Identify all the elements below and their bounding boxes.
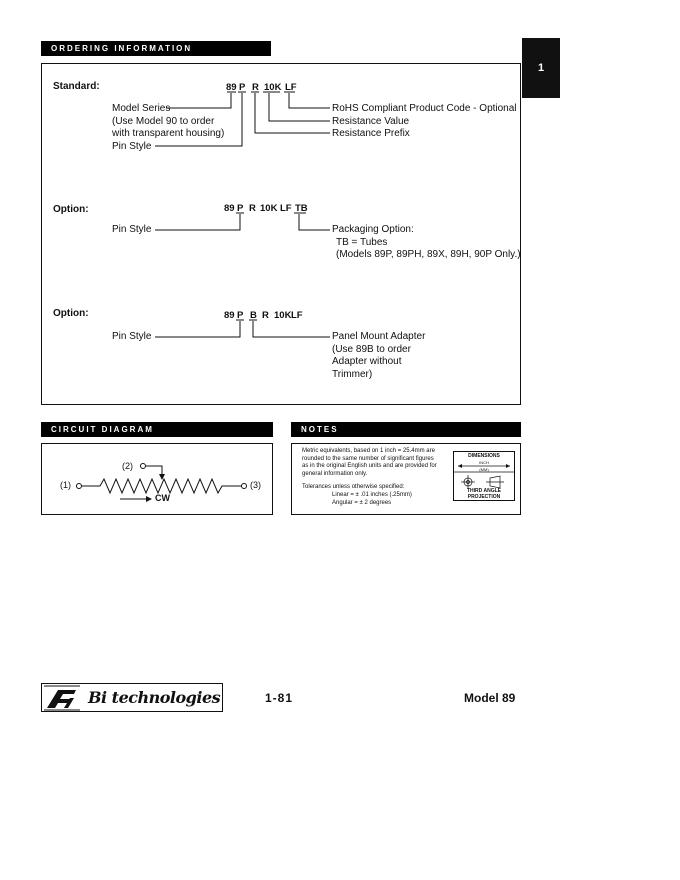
label-panel-mount: Panel Mount Adapter [332,331,426,342]
tolerance-title: Tolerances unless otherwise specified: [302,484,405,491]
circuit-header-text: CIRCUIT DIAGRAM [51,425,154,434]
label-packaging: Packaging Option: [332,224,414,235]
section-tab-number: 1 [537,62,545,74]
option1-label: Option: [53,204,89,215]
label-model-note-1: (Use Model 90 to order [112,115,215,127]
notes-line: Metric equivalents, based on 1 inch = 25.4mm are [302,448,435,454]
code-part: 89 [224,310,235,321]
notes-line: as in the original English units and are provided for [302,463,437,470]
dim-mm: (MM) [479,467,489,472]
page-number: 1-81 [265,691,294,705]
option2-pin-style: Pin Style [112,331,152,342]
notes-line: rounded to the same number of significant figures [302,455,434,462]
label-model-note-2: with transparent housing) [112,128,225,139]
pin-2-label: (2) [122,461,133,471]
code-rohs: LF [285,82,297,93]
option2-label: Option: [53,308,89,319]
label-tubes: TB = Tubes [336,236,388,248]
logo-text: Bi technologies [88,688,221,707]
tolerance-angular: Angular = ± 2 degrees [332,499,392,506]
label-panel-note-1: (Use 89B to order [332,343,411,355]
code-part: 10K [274,310,292,321]
label-models: (Models 89P, 89PH, 89X, 89H, 90P Only.) [336,249,521,260]
notes-line: general information only. [302,470,368,477]
label-rohs: RoHS Compliant Product Code - Optional [332,103,517,114]
code-part: 10K [260,203,278,214]
label-panel-note-2: Adapter without [332,356,402,367]
code-part: LF [291,310,303,321]
label-panel-note-3: Trimmer) [332,368,373,380]
projection-line-2: PROJECTION [467,493,501,500]
code-part: LF [280,203,292,214]
code-series: 89 [226,82,237,93]
cw-label: CW [155,493,170,503]
code-part: P [237,310,244,321]
model-label: Model 89 [464,691,516,705]
notes-header-text: NOTES [301,425,339,434]
code-part: P [237,203,244,214]
dim-inch: INCH [479,460,489,465]
code-pin-style: P [239,82,246,93]
code-resistance-prefix: R [252,82,259,93]
label-pin-style: Pin Style [112,140,152,152]
label-resistance-value: Resistance Value [332,115,410,127]
label-model-series: Model Series [112,103,171,114]
dim-title: DIMENSIONS [468,453,500,459]
pin-3-label: (3) [250,480,261,490]
ordering-header-text: ORDERING INFORMATION [51,44,193,53]
projection-line-1: THIRD ANGLE [467,488,501,494]
code-part: TB [295,203,308,214]
code-part: 89 [224,203,235,214]
label-resistance-prefix: Resistance Prefix [332,128,410,139]
standard-label: Standard: [53,81,100,92]
option1-pin-style: Pin Style [112,224,152,235]
tolerance-linear: Linear = ± .01 inches (.25mm) [332,491,412,498]
code-resistance-value: 10K [264,82,282,93]
code-part: R [249,203,256,214]
pin-1-label: (1) [60,480,71,490]
code-part: R [262,310,269,321]
code-part: B [250,310,257,321]
